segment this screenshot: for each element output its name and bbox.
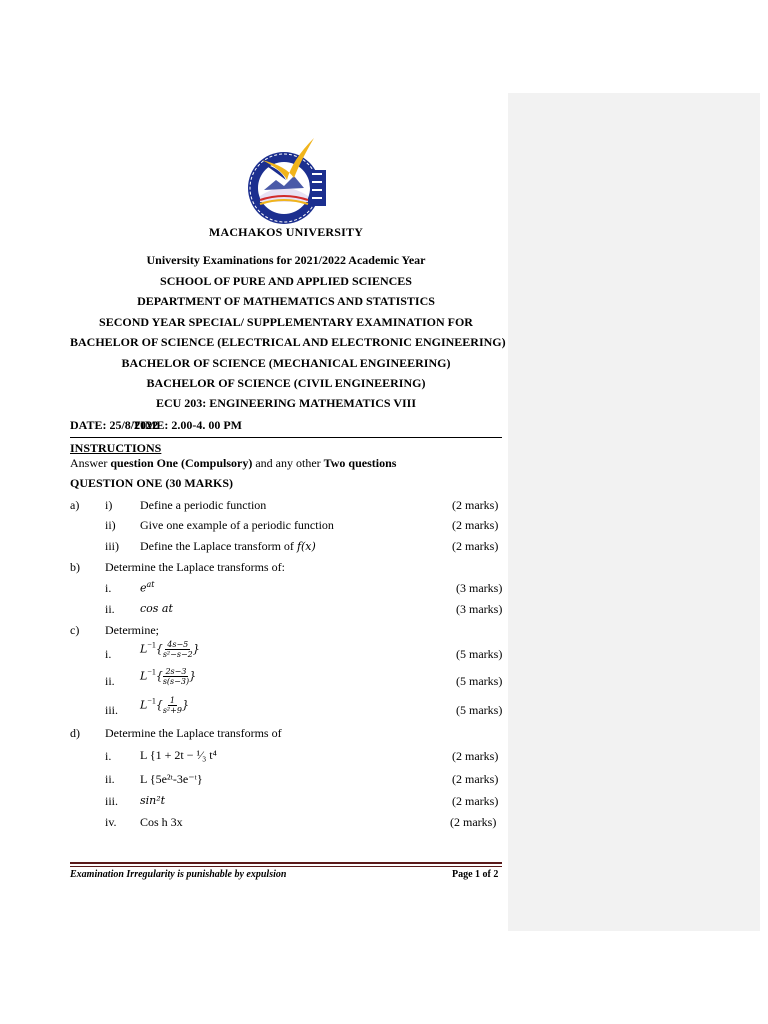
question-text: L {1 + 2t − ¹⁄₃ t⁴ <box>140 748 217 762</box>
item-number: i. <box>105 749 112 763</box>
item-number: iii. <box>105 794 119 808</box>
instructions-part: and any other <box>252 456 324 470</box>
header-divider <box>70 437 502 438</box>
operator-superscript: −1 <box>147 667 156 677</box>
part-intro: Determine; <box>105 623 159 637</box>
item-number: i) <box>105 498 113 512</box>
item-number: i. <box>105 647 112 661</box>
part-a-label: a) <box>70 498 80 512</box>
numerator: 1 <box>169 696 175 705</box>
item-number: ii. <box>105 602 115 616</box>
department-line: DEPARTMENT OF MATHEMATICS AND STATISTICS <box>137 294 435 308</box>
exam-date: DATE: 25/8/2022 <box>70 418 159 432</box>
question-text: Define a periodic function <box>140 498 267 512</box>
part-intro: Determine the Laplace transforms of <box>105 726 282 740</box>
item-number: ii) <box>105 518 116 532</box>
instructions-text <box>70 456 396 471</box>
inverse-laplace-expression: $L^{-1}${ $\frac{2s-3}{s(s-3)}$ } <box>140 667 197 686</box>
operator: L <box>140 642 148 656</box>
instructions-heading: INSTRUCTIONS <box>70 441 162 455</box>
item-number: iii) <box>105 539 119 553</box>
operator-superscript: −1 <box>147 696 156 706</box>
denominator: s²+9 <box>162 706 182 715</box>
part-c-label: c) <box>70 623 80 637</box>
numerator: 2s−3 <box>165 667 187 676</box>
marks-label: (3 marks) <box>456 581 503 595</box>
item-number: ii. <box>105 772 115 786</box>
marks-label: (2 marks) <box>452 518 499 532</box>
marks-label: (2 marks) <box>452 772 499 786</box>
item-number: ii. <box>105 674 115 688</box>
page-number: Page 1 of 2 <box>452 869 499 880</box>
math-superscript: at <box>146 580 155 589</box>
part-intro: Determine the Laplace transforms of: <box>105 560 285 574</box>
fraction <box>163 667 189 686</box>
operator: L <box>140 669 148 683</box>
question-text: Give one example of a periodic function <box>140 518 334 532</box>
marks-label: (2 marks) <box>452 498 499 512</box>
footer-rule <box>70 862 502 864</box>
denominator: s²−s−2 <box>162 650 193 659</box>
question-one-heading: QUESTION ONE (30 MARKS) <box>70 476 234 490</box>
university-crest-logo <box>242 130 332 230</box>
question-text-part: Define the Laplace transform of <box>140 539 297 553</box>
university-name: MACHAKOS UNIVERSITY <box>208 225 364 239</box>
question-text <box>140 539 316 554</box>
operator: L <box>140 698 148 712</box>
inverse-laplace-expression: $L^{-1}${ $\frac{1}{\text{s²+9}}$ } <box>140 696 189 715</box>
numerator: 4s−5 <box>167 640 189 649</box>
math-base: e <box>140 581 147 595</box>
marks-label: (5 marks) <box>456 703 503 717</box>
marks-label: (3 marks) <box>456 602 503 616</box>
item-number: i. <box>105 581 112 595</box>
math-expression: sin²t <box>140 794 166 807</box>
item-number: iii. <box>105 703 119 717</box>
denominator: s(s−3) <box>162 677 190 686</box>
inverse-laplace-expression: $L^{-1}${ $\frac{4s-5}{\text{s²−s−2}}$ } <box>140 640 200 659</box>
programme-line-2: BACHELOR OF SCIENCE (MECHANICAL ENGINEERING) <box>121 356 451 370</box>
footer-rule <box>70 866 502 867</box>
marks-label: (2 marks) <box>452 794 499 808</box>
fraction <box>163 640 193 659</box>
math-expression: cos at <box>140 602 173 615</box>
marks-label: (2 marks) <box>450 815 497 829</box>
question-text: Cos h 3x <box>140 815 183 829</box>
marks-label: (5 marks) <box>456 647 503 661</box>
marks-label: (2 marks) <box>452 749 499 763</box>
instructions-part: question One (Compulsory) <box>110 456 253 470</box>
instructions-part: Two questions <box>323 456 397 470</box>
course-line: ECU 203: ENGINEERING MATHEMATICS VIII <box>155 396 417 410</box>
part-d-label: d) <box>70 726 80 740</box>
question-text: L {5e²ᵗ-3e⁻ᵗ} <box>140 772 203 786</box>
instructions-part: Answer <box>70 456 111 470</box>
comments-pane[interactable] <box>508 93 760 931</box>
exam-time: TIME: 2.00-4. 00 PM <box>132 418 242 432</box>
math-expression <box>140 580 155 595</box>
math-expression: f(x) <box>296 540 316 553</box>
school-line: SCHOOL OF PURE AND APPLIED SCIENCES <box>160 274 412 288</box>
item-number: iv. <box>105 815 117 829</box>
fraction <box>163 696 182 715</box>
programme-line-1: BACHELOR OF SCIENCE (ELECTRICAL AND ELECTRONIC ENGINEERING) <box>70 335 506 349</box>
footer-note: Examination Irregularity is punishable by expulsion <box>70 869 287 880</box>
exam-type-line: SECOND YEAR SPECIAL/ SUPPLEMENTARY EXAMINATION FOR <box>99 315 473 329</box>
exam-year-line: University Examinations for 2021/2022 Academic Year <box>146 253 426 267</box>
marks-label: (2 marks) <box>452 539 499 553</box>
marks-label: (5 marks) <box>456 674 503 688</box>
operator-superscript: −1 <box>147 640 156 650</box>
part-b-label: b) <box>70 560 80 574</box>
programme-line-3: BACHELOR OF SCIENCE (CIVIL ENGINEERING) <box>146 376 426 390</box>
